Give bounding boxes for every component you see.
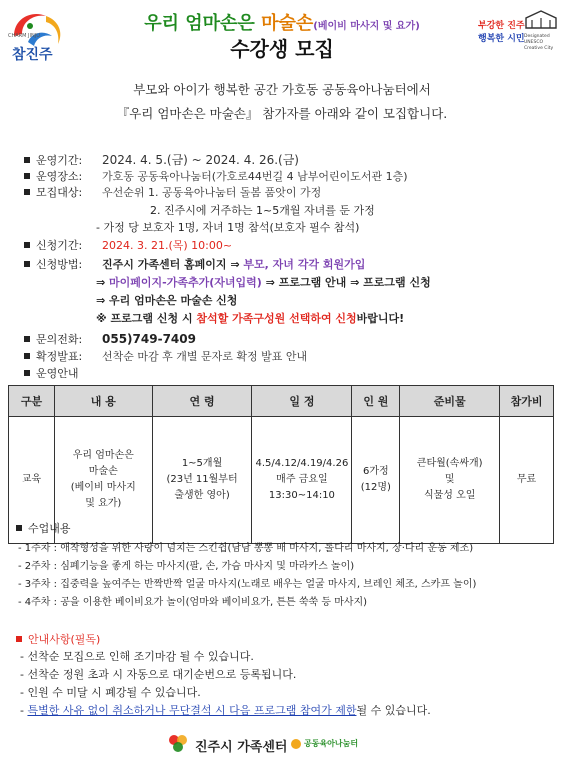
cell-people — [352, 417, 400, 544]
logo-right-small: Designated UNESCO Creative City — [524, 34, 554, 51]
title-accent: 마술손 — [261, 13, 314, 34]
period-value: 2024. 4. 5.(금) ~ 2024. 4. 26.(금) — [102, 153, 299, 167]
method-line-4 — [96, 310, 404, 326]
target-label: 모집대상: — [36, 186, 83, 199]
method-line-2 — [96, 274, 431, 290]
method-label: 신청방법: — [36, 258, 83, 271]
apply-period-value: 2024. 3. 21.(목) 10:00~ — [102, 239, 233, 252]
notice-line-4: - 특별한 사유 없이 취소하거나 무단결석 시 다음 프로그램 참여가 제한될 수 있습니다. — [20, 704, 431, 717]
logo-right-line1: 부강한 진주 — [478, 21, 525, 31]
partner-icon — [290, 738, 302, 750]
schedule-line: 4.5/4.12/4.19/4.26 — [255, 458, 349, 469]
method-line-2a: ⇒ — [96, 276, 110, 289]
notice-line-1: - 선착순 모집으로 인해 조기마감 될 수 있습니다. — [20, 650, 254, 663]
bullet-icon — [24, 353, 30, 359]
method-line-2b: 마이페이지-가족추가(자녀입력) — [109, 276, 262, 289]
cell-schedule — [252, 417, 352, 544]
course-week-2: - 2주차 : 심폐기능을 좋게 하는 마사지(팔, 손, 가슴 마사지 및 마라카스 놀이) — [18, 561, 355, 572]
table-header: 인 원 — [352, 386, 400, 417]
method-line-3: ⇒ 우리 엄마손은 마술손 신청 — [96, 294, 238, 307]
supplies-line: 및 — [444, 474, 455, 485]
target-line-1: 우선순위 1. 공동육아나눔터 돌봄 품앗이 가정 — [102, 186, 322, 199]
title-sub: (베이비 마사지 및 요가) — [313, 21, 420, 32]
table-header-row — [9, 386, 554, 417]
info-place — [24, 168, 408, 184]
confirm-value: 선착순 마감 후 개별 문자로 확정 발표 안내 — [102, 350, 308, 363]
footer-center-name: 진주시 가족센터 — [195, 740, 288, 755]
course-week-4: - 4주차 : 공을 이용한 베이비요가 놀이(엄마와 베이비요가, 튼튼 쑥쑥 등 마사지) — [18, 597, 368, 608]
notice-title — [16, 631, 100, 647]
info-target — [24, 184, 321, 200]
table-header: 참가비 — [500, 386, 554, 417]
info-phone — [24, 331, 196, 347]
jinju-city-logo — [478, 8, 560, 64]
cell-supplies — [400, 417, 500, 544]
bullet-icon — [24, 173, 30, 179]
content-line: 마술손 — [88, 466, 118, 477]
phone-label: 문의전화: — [36, 333, 83, 346]
logo-left-small: CHARM JINJU — [8, 33, 40, 39]
table-header: 일 정 — [252, 386, 352, 417]
notice-line-4a: 특별한 사유 없이 취소하거나 무단결석 시 다음 프로그램 참여가 제한 — [27, 704, 357, 717]
method-line-1b: 부모, 자녀 각각 회원가입 — [243, 258, 366, 271]
logo-right-line2: 행복한 시민 — [478, 34, 525, 44]
cell-fee: 무료 — [500, 417, 554, 544]
intro-line-1: 부모와 아이가 행복한 공간 가호동 공동육아나눔터에서 — [133, 82, 431, 97]
table-header: 구분 — [9, 386, 55, 417]
footer — [0, 728, 564, 758]
notice-line-2: - 선착순 정원 초과 시 자동으로 대기순번으로 등록됩니다. — [20, 668, 297, 681]
table-header: 내 용 — [54, 386, 152, 417]
supplies-line: 식물성 오일 — [423, 490, 476, 501]
table-header: 준비물 — [400, 386, 500, 417]
content-line: 및 요가) — [85, 498, 122, 509]
info-confirm — [24, 348, 307, 364]
course-label: 수업내용 — [28, 522, 71, 535]
course-section-title — [16, 520, 71, 536]
table-header: 연 령 — [152, 386, 252, 417]
info-ops — [24, 365, 79, 381]
people-line: (12명) — [360, 482, 391, 493]
table-row — [9, 417, 554, 544]
method-line-4c: 바랍니다! — [356, 312, 405, 325]
poster-main-title: 수강생 모집 — [230, 37, 334, 61]
place-value: 가호동 공동육아나눔터(가호로44번길 4 남부어린이도서관 1층) — [102, 170, 408, 183]
content-line: (베이비 마사지 — [70, 482, 136, 493]
apply-period-label: 신청기간: — [36, 239, 83, 252]
schedule-table — [8, 385, 554, 544]
target-line-2: 2. 진주시에 거주하는 1~5개월 자녀를 둔 가정 — [150, 204, 375, 217]
method-line-2c: ⇒ 프로그램 안내 ⇒ 프로그램 신청 — [261, 276, 431, 289]
target-line-3: - 가정 당 보호자 1명, 자녀 1명 참석(보호자 필수 참석) — [96, 221, 360, 234]
bullet-icon — [24, 336, 30, 342]
bullet-icon — [24, 370, 30, 376]
intro-line-2: 『우리 엄마손은 마술손』 참가자를 아래와 같이 모집합니다. — [116, 106, 448, 121]
info-apply-period — [24, 237, 232, 253]
place-label: 운영장소: — [36, 170, 83, 183]
content-line: 우리 엄마손은 — [72, 450, 134, 461]
schedule-line: 매주 금요일 — [276, 474, 328, 485]
period-label: 운영기간: — [36, 154, 83, 167]
bullet-icon — [24, 242, 30, 248]
cell-category: 교육 — [9, 417, 55, 544]
bullet-icon — [24, 157, 30, 163]
method-line-1a: 진주시 가족센터 홈페이지 ⇒ — [102, 258, 244, 271]
logo-left-text: 참진주 — [12, 47, 53, 63]
age-line: 출생한 영아) — [174, 490, 230, 501]
partner-logo — [290, 735, 374, 753]
bullet-icon — [24, 189, 30, 195]
confirm-label: 확정발표: — [36, 350, 83, 363]
method-line-4b: 참석할 가족구성원 선택하여 신청 — [196, 312, 357, 325]
ops-label: 운영안내 — [36, 367, 79, 380]
cell-age — [152, 417, 252, 544]
partner-name: 공동육아나눔터 — [304, 739, 359, 748]
age-line: 1~5개월 — [181, 458, 223, 469]
schedule-line: 13:30~14:10 — [268, 490, 335, 501]
people-line: 6가정 — [363, 466, 389, 477]
notice-label: 안내사항(필독) — [28, 633, 101, 646]
age-line: (23년 11월부터 — [166, 474, 238, 485]
notice-line-3: - 인원 수 미달 시 폐강될 수 있습니다. — [20, 686, 201, 699]
phone-value: 055)749-7409 — [102, 332, 196, 346]
title-prefix: 우리 엄마손은 — [144, 13, 262, 34]
bullet-icon — [24, 261, 30, 267]
building-icon — [524, 8, 558, 30]
course-week-3: - 3주차 : 집중력을 높여주는 반짝반짝 얼굴 마사지(노래로 배우는 얼굴 마사지, 브레인 체조, 스카프 놀이) — [18, 579, 477, 590]
method-line-4a: ※ 프로그램 신청 시 — [96, 312, 197, 325]
info-period — [24, 151, 299, 168]
family-center-icon — [166, 731, 190, 755]
bullet-icon — [16, 636, 22, 642]
supplies-line: 큰타월(속싸개) — [416, 458, 483, 469]
info-method — [24, 256, 365, 272]
bullet-icon — [16, 525, 22, 531]
course-week-1: - 1주차 : 애착형성을 위한 사랑이 넘치는 스킨쉽(남남 뽕뽕 배 마사지, 롤다리 마사지, 장·다리 운동 체조) — [18, 543, 474, 554]
notice-line-4b: 될 수 있습니다. — [356, 704, 431, 717]
